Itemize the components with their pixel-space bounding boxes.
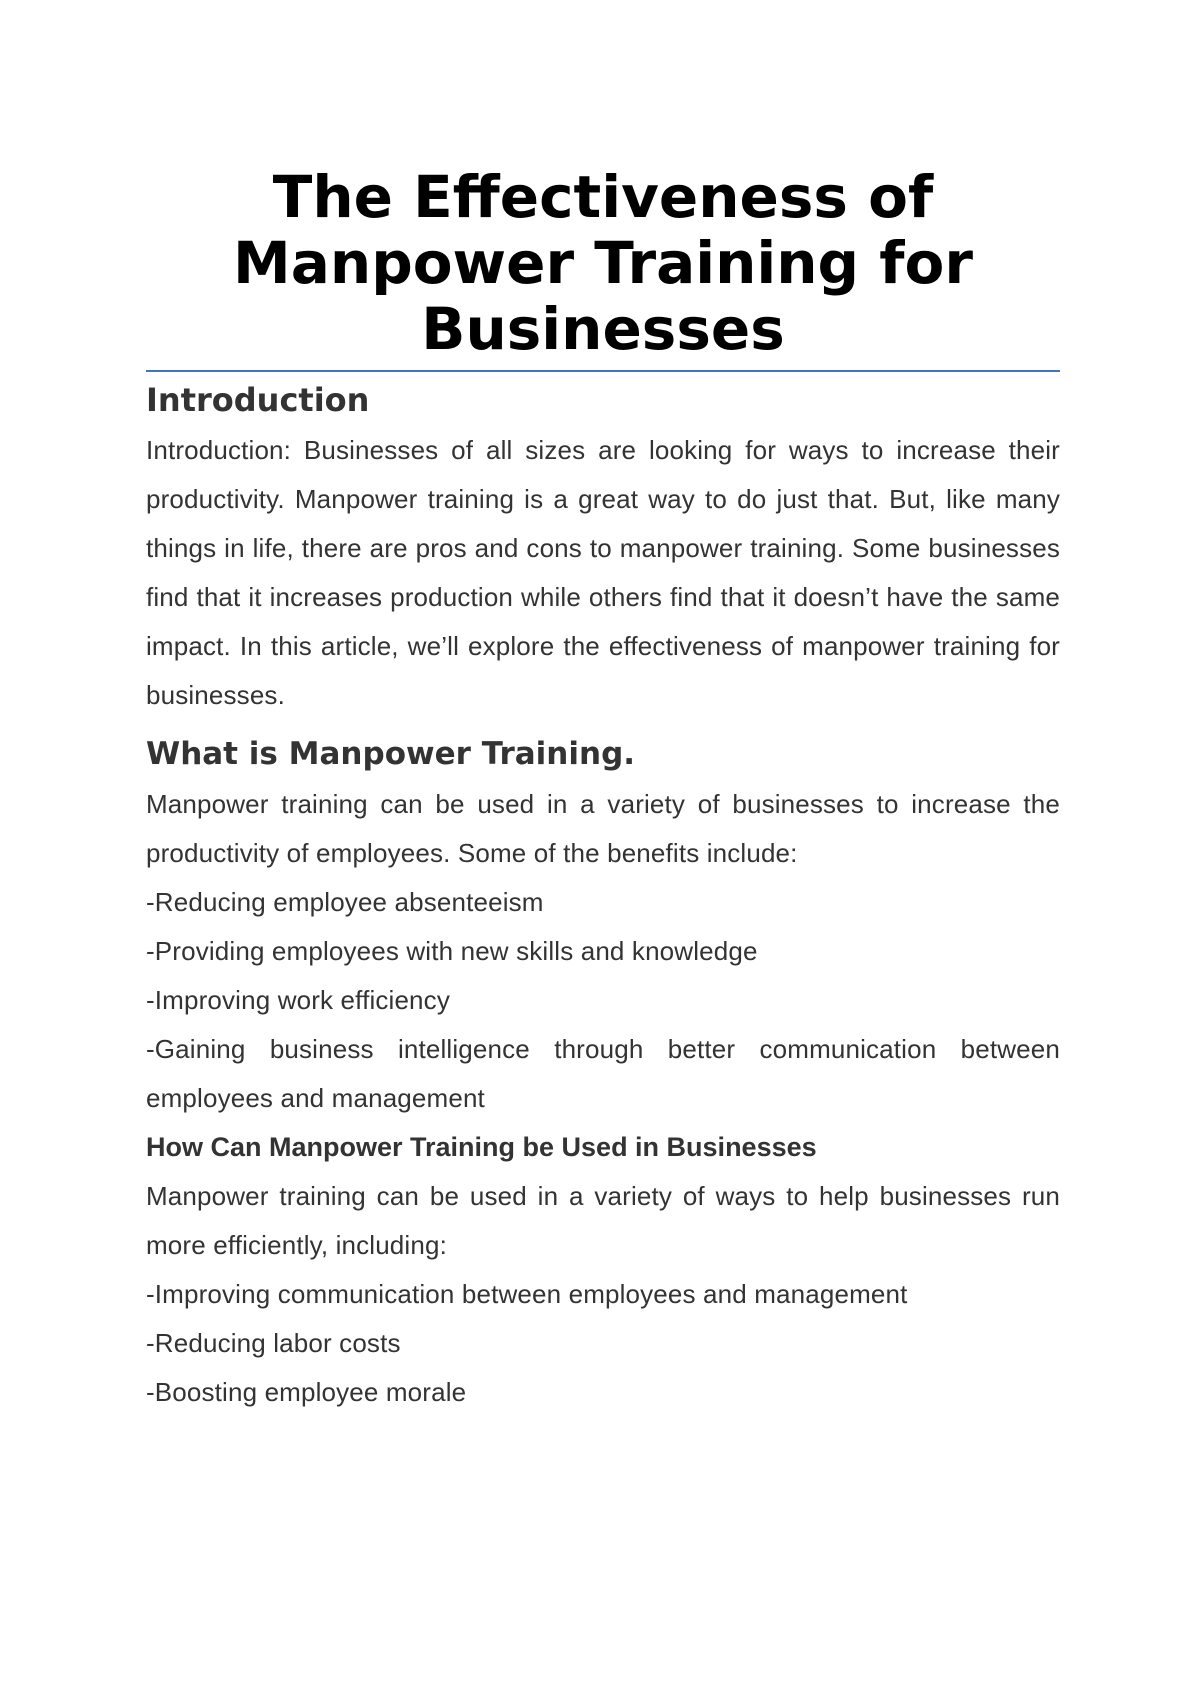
list-item: -Reducing employee absenteeism — [146, 887, 544, 917]
section-heading-what-is-manpower-training: What is Manpower Training. — [146, 736, 636, 772]
list-item: -Improving communication between employees and management — [146, 1279, 908, 1309]
introduction-paragraph: Introduction: Businesses of all sizes are looking for ways to increase their productivity. Manpower training is a great way to do just that. But, like many things in life, there are pros and cons to manpower training. Some businesses find that it increases production while others find that it doesn’t have the same impact. In this article, we’ll explore the effectiveness of manpower training for businesses. — [146, 435, 1060, 710]
benefits-list — [146, 878, 1060, 1123]
document-title: The Effectiveness of Manpower Training for Businesses — [146, 164, 1060, 372]
list-item: -Boosting employee morale — [146, 1377, 467, 1407]
section-heading-introduction: Introduction — [146, 381, 370, 419]
how-used-paragraph: Manpower training can be used in a variety of ways to help businesses run more efficiently, including: — [146, 1181, 1060, 1260]
what-is-paragraph: Manpower training can be used in a variety of businesses to increase the productivity of employees. Some of the benefits include: — [146, 789, 1060, 868]
document-body — [146, 164, 1060, 1417]
uses-list — [146, 1270, 1060, 1417]
section-heading-how-used: How Can Manpower Training be Used in Businesses — [146, 1132, 817, 1162]
list-item: -Providing employees with new skills and knowledge — [146, 936, 758, 966]
list-item: -Reducing labor costs — [146, 1328, 401, 1358]
list-item: -Gaining business intelligence through better communication between employees and management — [146, 1034, 1060, 1113]
list-item: -Improving work efficiency — [146, 985, 450, 1015]
